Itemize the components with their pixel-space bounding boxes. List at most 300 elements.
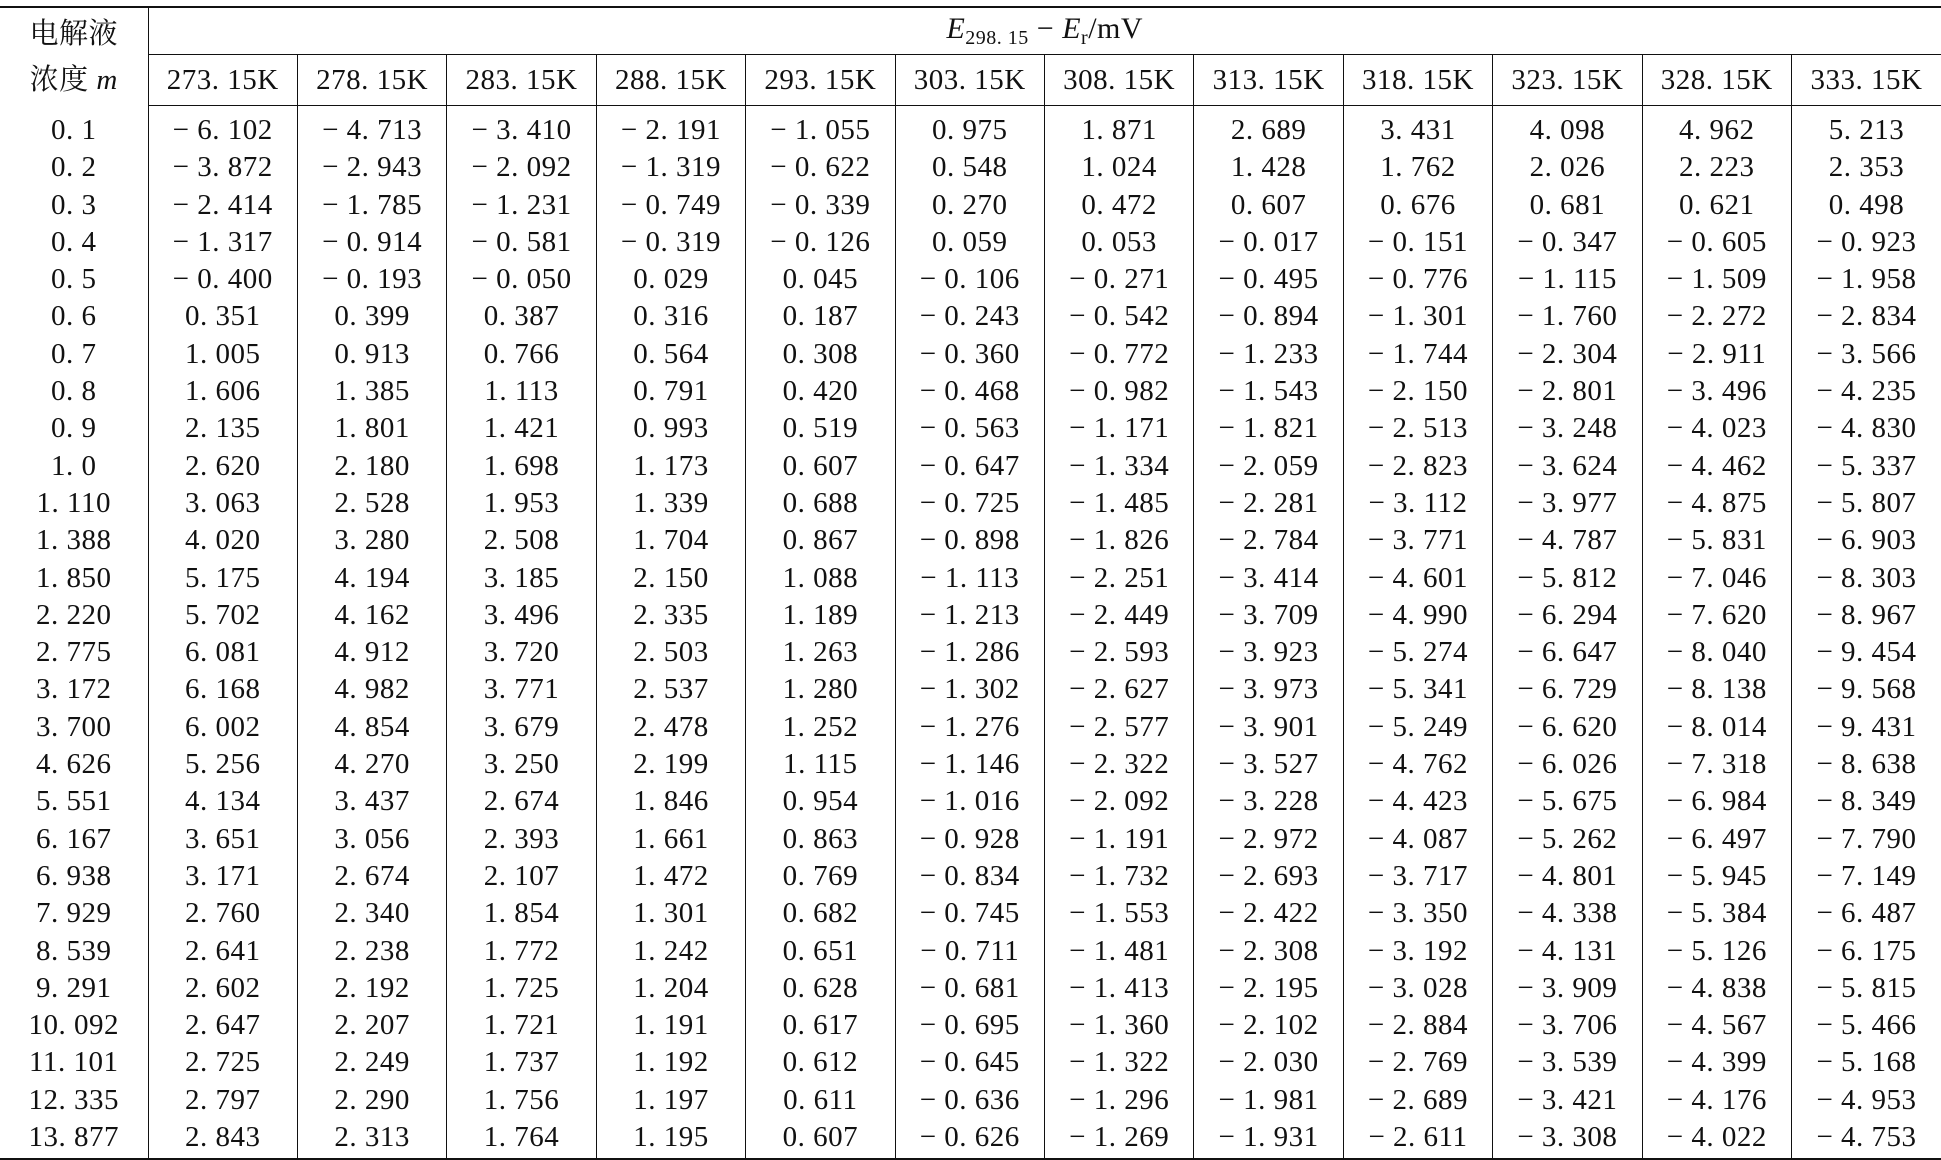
column-header-temperature: 273. 15K [148,55,297,106]
value-cell: 2. 797 [148,1082,297,1119]
value-cell: − 0. 749 [596,187,745,224]
concentration-cell: 0. 3 [0,187,148,224]
value-cell: − 0. 622 [746,149,895,186]
value-cell: − 2. 304 [1493,336,1642,373]
value-cell: − 3. 624 [1493,448,1642,485]
value-cell: − 4. 567 [1642,1007,1791,1044]
value-cell: − 5. 807 [1816,486,1917,519]
value-cell: 2. 107 [447,858,596,895]
value-cell: − 0. 834 [895,858,1044,895]
value-cell: − 3. 872 [148,149,297,186]
value-cell: − 5. 168 [1816,1046,1917,1079]
value-cell: − 2. 513 [1343,410,1492,447]
molality-symbol: m [96,63,118,96]
value-cell: − 1. 301 [1343,298,1492,335]
value-cell: 2. 503 [596,634,745,671]
stub-header [0,7,148,106]
value-cell: − 3. 248 [1493,410,1642,447]
value-cell: 1. 263 [746,634,895,671]
header-row-group [0,7,1941,55]
value-cell: 1. 195 [596,1119,745,1159]
value-cell: 1. 339 [596,485,745,522]
value-cell: 2. 249 [297,1044,446,1081]
value-cell: 1. 428 [1194,149,1343,186]
value-cell: 3. 720 [447,634,596,671]
value-cell: 4. 020 [148,522,297,559]
value-cell: − 0. 645 [895,1044,1044,1081]
value-cell: − 4. 338 [1493,895,1642,932]
table-row [0,1044,1941,1081]
value-cell: − 1. 191 [1044,821,1193,858]
column-header-temperature: 278. 15K [297,55,446,106]
value-cell: − 8. 638 [1816,748,1917,781]
value-cell: 6. 081 [148,634,297,671]
value-cell: − 6. 620 [1493,709,1642,746]
value-cell: − 3. 028 [1343,970,1492,1007]
table-row [0,485,1941,522]
value-cell: 0. 867 [746,522,895,559]
value-cell: 0. 611 [746,1082,895,1119]
value-cell: − 6. 984 [1642,783,1791,820]
value-cell: − 1. 485 [1044,485,1193,522]
value-cell: − 2. 059 [1194,448,1343,485]
value-cell: 0. 607 [746,448,895,485]
er-subscript: r [1081,27,1089,49]
value-cell: − 2. 972 [1194,821,1343,858]
value-cell: 3. 679 [447,709,596,746]
concentration-cell: 7. 929 [0,895,148,932]
value-cell: − 2. 102 [1194,1007,1343,1044]
minus-sign: − [1028,12,1063,45]
value-cell: − 9. 454 [1816,636,1917,669]
value-cell: − 1. 269 [1044,1119,1193,1159]
value-cell: − 2. 422 [1194,895,1343,932]
value-cell: 1. 204 [596,970,745,1007]
value-cell: 2. 537 [596,671,745,708]
table-row [0,560,1941,597]
table-row [0,597,1941,634]
table-row [0,746,1941,783]
value-cell: 5. 213 [1828,114,1905,146]
value-cell: − 2. 593 [1044,634,1193,671]
value-cell: 2. 641 [148,933,297,970]
e-subscript: 298. 15 [965,27,1029,49]
value-cell: − 0. 914 [297,224,446,261]
value-cell: 3. 171 [148,858,297,895]
value-cell: 0. 975 [895,106,1044,150]
value-cell: 0. 766 [447,336,596,373]
value-cell: 4. 098 [1493,106,1642,150]
value-cell: 2. 199 [596,746,745,783]
table-row [0,224,1941,261]
table-row [0,298,1941,335]
concentration-cell: 0. 5 [0,261,148,298]
column-header-temperature: 283. 15K [447,55,596,106]
value-cell: 0. 308 [746,336,895,373]
value-cell: − 2. 449 [1044,597,1193,634]
value-cell: 3. 063 [148,485,297,522]
column-header-temperature: 308. 15K [1044,55,1193,106]
value-cell: − 2. 769 [1343,1044,1492,1081]
value-cell: 4. 962 [1642,106,1791,150]
value-cell: 1. 698 [447,448,596,485]
concentration-cell: 13. 877 [0,1119,148,1159]
value-cell: 0. 612 [746,1044,895,1081]
value-cell: 0. 676 [1343,187,1492,224]
value-cell: 3. 431 [1343,106,1492,150]
concentration-cell: 8. 539 [0,933,148,970]
value-cell: − 2. 627 [1044,671,1193,708]
value-cell: − 0. 898 [895,522,1044,559]
column-header-temperature: 303. 15K [895,55,1044,106]
value-cell: − 5. 466 [1816,1009,1917,1042]
value-cell: 1. 661 [596,821,745,858]
value-cell: 0. 472 [1044,187,1193,224]
value-cell: 2. 602 [148,970,297,1007]
value-cell: 1. 005 [148,336,297,373]
value-cell: − 6. 903 [1816,524,1917,557]
value-cell: − 4. 762 [1343,746,1492,783]
table-header [0,7,1941,106]
table-row [0,933,1941,970]
value-cell: − 1. 319 [596,149,745,186]
value-cell: − 5. 249 [1343,709,1492,746]
value-cell: 0. 688 [746,485,895,522]
value-cell: − 8. 014 [1642,709,1791,746]
value-cell: − 3. 308 [1493,1119,1642,1159]
value-cell: − 0. 711 [895,933,1044,970]
value-cell: − 5. 126 [1642,933,1791,970]
value-cell: 2. 689 [1194,106,1343,150]
value-cell: − 1. 785 [297,187,446,224]
value-cell: − 6. 487 [1816,897,1917,930]
value-cell: − 0. 626 [895,1119,1044,1159]
value-cell: − 6. 102 [148,106,297,150]
value-cell: − 6. 497 [1642,821,1791,858]
value-cell: − 8. 349 [1816,785,1917,818]
table-row [0,106,1941,150]
value-cell: − 0. 360 [895,336,1044,373]
table-row [0,1082,1941,1119]
value-cell: − 1. 233 [1194,336,1343,373]
value-cell: − 5. 815 [1816,971,1917,1004]
value-cell: 0. 681 [1493,187,1642,224]
value-cell: 4. 194 [297,560,446,597]
value-cell: 0. 029 [596,261,745,298]
column-header-temperature: 323. 15K [1493,55,1642,106]
concentration-cell: 0. 6 [0,298,148,335]
value-cell: − 3. 923 [1194,634,1343,671]
value-cell: − 0. 923 [1816,225,1917,258]
table-row [0,671,1941,708]
value-cell: − 1. 231 [447,187,596,224]
table-row [0,858,1941,895]
value-cell: − 2. 092 [447,149,596,186]
value-cell: − 1. 334 [1044,448,1193,485]
value-cell: 0. 954 [746,783,895,820]
value-cell: − 1. 302 [895,671,1044,708]
value-cell: − 1. 171 [1044,410,1193,447]
value-cell: − 4. 022 [1642,1119,1791,1159]
value-cell: 1. 115 [746,746,895,783]
value-cell: − 1. 213 [895,597,1044,634]
value-cell: 0. 548 [895,149,1044,186]
value-cell: 3. 056 [297,821,446,858]
value-cell: 5. 702 [148,597,297,634]
concentration-cell: 0. 1 [0,106,148,150]
value-cell: 2. 674 [447,783,596,820]
value-cell: 6. 002 [148,709,297,746]
value-cell: − 4. 838 [1642,970,1791,1007]
value-cell: − 0. 271 [1044,261,1193,298]
concentration-cell: 0. 7 [0,336,148,373]
value-cell: 1. 385 [297,373,446,410]
value-cell: 5. 256 [148,746,297,783]
value-cell: 0. 993 [596,410,745,447]
value-cell: 1. 301 [596,895,745,932]
value-cell: − 3. 539 [1493,1044,1642,1081]
column-header-temperature: 288. 15K [596,55,745,106]
value-cell: − 0. 106 [895,261,1044,298]
value-cell: 4. 912 [297,634,446,671]
value-cell: − 5. 341 [1343,671,1492,708]
value-cell: 1. 191 [596,1007,745,1044]
table-row [0,821,1941,858]
column-header-temperature: 293. 15K [746,55,895,106]
value-cell: − 1. 931 [1194,1119,1343,1159]
value-cell: 2. 192 [297,970,446,1007]
value-cell: − 4. 787 [1493,522,1642,559]
concentration-cell: 1. 850 [0,560,148,597]
unit-label: /mV [1088,12,1144,45]
value-cell: 0. 387 [447,298,596,335]
value-cell: 3. 651 [148,821,297,858]
value-cell: − 6. 175 [1816,934,1917,967]
column-header-temperature: 333. 15K [1791,55,1941,106]
value-cell: − 1. 553 [1044,895,1193,932]
value-cell: − 0. 776 [1343,261,1492,298]
value-cell: − 1. 981 [1194,1082,1343,1119]
value-cell: − 7. 046 [1642,560,1791,597]
value-cell: − 0. 636 [895,1082,1044,1119]
value-cell: 1. 113 [447,373,596,410]
value-cell: 2. 180 [297,448,446,485]
value-cell: − 1. 296 [1044,1082,1193,1119]
value-cell: − 0. 347 [1493,224,1642,261]
value-cell: − 2. 693 [1194,858,1343,895]
concentration-cell: 0. 2 [0,149,148,186]
value-cell: − 3. 414 [1194,560,1343,597]
value-cell: − 4. 753 [1791,1119,1941,1159]
value-cell: − 3. 112 [1343,485,1492,522]
value-cell: 1. 772 [447,933,596,970]
value-cell: − 0. 339 [746,187,895,224]
value-cell: − 3. 410 [447,106,596,150]
concentration-cell: 1. 110 [0,485,148,522]
value-cell: − 7. 318 [1642,746,1791,783]
value-cell: − 8. 967 [1816,598,1917,631]
value-cell: − 1. 543 [1194,373,1343,410]
value-cell: 3. 185 [447,560,596,597]
value-cell: − 0. 725 [895,485,1044,522]
stub-header-line1: 电解液 [29,17,119,50]
value-cell: − 3. 771 [1343,522,1492,559]
value-cell: − 5. 831 [1642,522,1791,559]
value-cell: − 3. 706 [1493,1007,1642,1044]
value-cell: − 4. 830 [1816,412,1917,445]
value-cell: 2. 393 [447,821,596,858]
table-body [0,106,1941,1160]
concentration-cell: 5. 551 [0,783,148,820]
value-cell: 2. 620 [148,448,297,485]
value-cell: − 2. 823 [1343,448,1492,485]
value-cell: − 9. 431 [1816,710,1917,743]
value-cell: − 2. 414 [148,187,297,224]
value-cell: 1. 242 [596,933,745,970]
value-cell: − 3. 192 [1343,933,1492,970]
value-cell: 4. 854 [297,709,446,746]
value-cell: − 0. 319 [596,224,745,261]
group-title [148,7,1941,55]
value-cell: 2. 207 [297,1007,446,1044]
value-cell: 2. 478 [596,709,745,746]
value-cell: − 6. 026 [1493,746,1642,783]
value-cell: − 0. 243 [895,298,1044,335]
value-cell: − 1. 113 [895,560,1044,597]
value-cell: 4. 134 [148,783,297,820]
value-cell: 1. 280 [746,671,895,708]
concentration-cell: 0. 9 [0,410,148,447]
value-cell: − 2. 784 [1194,522,1343,559]
value-cell: 1. 756 [447,1082,596,1119]
value-cell: 0. 607 [1194,187,1343,224]
table-row [0,149,1941,186]
value-cell: − 1. 115 [1493,261,1642,298]
value-cell: − 3. 901 [1194,709,1343,746]
value-cell: − 5. 262 [1493,821,1642,858]
value-cell: 2. 313 [297,1119,446,1159]
value-cell: − 1. 286 [895,634,1044,671]
er-symbol: E [1062,12,1082,45]
value-cell: 0. 316 [596,298,745,335]
value-cell: − 3. 909 [1493,970,1642,1007]
value-cell: − 0. 400 [148,261,297,298]
value-cell: − 2. 030 [1194,1044,1343,1081]
value-cell: − 7. 149 [1816,859,1917,892]
value-cell: − 2. 191 [596,106,745,150]
value-cell: 3. 250 [447,746,596,783]
value-cell: − 3. 709 [1194,597,1343,634]
value-cell: − 0. 982 [1044,373,1193,410]
data-table-container [0,6,1941,1160]
value-cell: − 2. 801 [1493,373,1642,410]
value-cell: 2. 508 [447,522,596,559]
concentration-cell: 1. 388 [0,522,148,559]
value-cell: 2. 340 [297,895,446,932]
value-cell: − 4. 131 [1493,933,1642,970]
concentration-cell: 6. 938 [0,858,148,895]
table-row [0,336,1941,373]
value-cell: − 1. 744 [1343,336,1492,373]
concentration-cell: 3. 172 [0,671,148,708]
value-cell: − 4. 087 [1343,821,1492,858]
value-cell: − 3. 350 [1343,895,1492,932]
value-cell: − 3. 973 [1194,671,1343,708]
value-cell: 2. 290 [297,1082,446,1119]
value-cell: 0. 420 [746,373,895,410]
value-cell: 4. 162 [297,597,446,634]
value-cell: 2. 674 [297,858,446,895]
value-cell: 0. 187 [746,298,895,335]
value-cell: − 2. 322 [1044,746,1193,783]
value-cell: 0. 059 [895,224,1044,261]
value-cell: − 2. 884 [1343,1007,1492,1044]
value-cell: 4. 270 [297,746,446,783]
table-row [0,970,1941,1007]
value-cell: − 1. 481 [1044,933,1193,970]
value-cell: − 0. 894 [1194,298,1343,335]
value-cell: − 0. 581 [447,224,596,261]
table-row [0,895,1941,932]
value-cell: 2. 353 [1828,151,1905,184]
value-cell: − 4. 023 [1642,410,1791,447]
value-cell: − 0. 542 [1044,298,1193,335]
value-cell: 1. 871 [1044,106,1193,150]
value-cell: − 2. 272 [1642,298,1791,335]
value-cell: 0. 621 [1642,187,1791,224]
concentration-cell: 3. 700 [0,709,148,746]
value-cell: − 4. 462 [1642,448,1791,485]
value-cell: 1. 421 [447,410,596,447]
concentration-cell: 1. 0 [0,448,148,485]
value-cell: 0. 519 [746,410,895,447]
value-cell: − 5. 274 [1343,634,1492,671]
value-cell: − 2. 911 [1642,336,1791,373]
table-row [0,634,1941,671]
value-cell: − 0. 017 [1194,224,1343,261]
value-cell: 2. 223 [1642,149,1791,186]
value-cell: 0. 769 [746,858,895,895]
value-cell: − 2. 195 [1194,970,1343,1007]
concentration-cell: 2. 775 [0,634,148,671]
table-row [0,1007,1941,1044]
value-cell: 0. 564 [596,336,745,373]
value-cell: − 1. 821 [1194,410,1343,447]
value-cell: 1. 953 [447,485,596,522]
value-cell: − 1. 276 [895,709,1044,746]
value-cell: − 2. 943 [297,149,446,186]
value-cell: − 2. 150 [1343,373,1492,410]
value-cell: 2. 725 [148,1044,297,1081]
value-cell: − 1. 958 [1816,263,1917,296]
value-cell: − 7. 790 [1816,822,1917,855]
value-cell: − 0. 563 [895,410,1044,447]
value-cell: 5. 175 [148,560,297,597]
value-cell: 2. 843 [148,1119,297,1159]
value-cell: 3. 771 [447,671,596,708]
column-header-temperature: 328. 15K [1642,55,1791,106]
value-cell: − 8. 040 [1642,634,1791,671]
potential-difference-table [0,6,1941,1160]
table-row [0,261,1941,298]
value-cell: 2. 647 [148,1007,297,1044]
value-cell: − 1. 055 [746,106,895,150]
value-cell: 3. 280 [297,522,446,559]
value-cell: 0. 682 [746,895,895,932]
value-cell: 1. 764 [447,1119,596,1159]
value-cell: − 8. 138 [1642,671,1791,708]
value-cell: − 4. 235 [1816,375,1917,408]
